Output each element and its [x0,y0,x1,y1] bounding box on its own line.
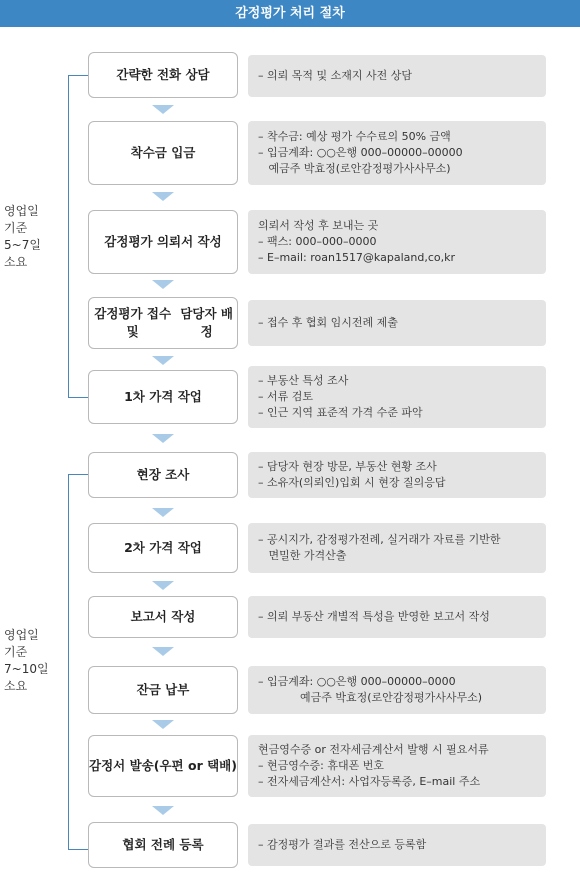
desc-line: – 인근 지역 표준적 가격 수준 파악 [258,406,423,419]
group-label-line: 기준 [4,645,28,659]
page-title: 감정평가 처리 절차 [0,0,580,27]
flow-arrow [152,105,174,114]
step-label: 현장 조사 [136,467,190,482]
group-label-2 [4,627,49,695]
flow-arrow [152,647,174,656]
step-box-balance-payment [88,666,238,714]
desc-line: – 팩스: 000–000–0000 [258,235,377,248]
desc-line: – 의뢰 부동산 개별적 특성을 반영한 보고서 작성 [258,610,490,623]
step-label: 2차 가격 작업 [124,540,202,555]
step-label: 감정평가 접수 및 [94,306,172,339]
desc-line: – 전자세금계산서: 사업자등록증, E–mail 주소 [258,775,481,788]
desc-line: 예금주 박효정(로안감정평가사사무소) [258,162,451,175]
step-desc-first-pricing [248,366,546,428]
step-label: 감정평가 의뢰서 작성 [104,234,222,249]
step-box-phone-consultation [88,52,238,98]
group-label-1 [4,203,41,271]
step-box-site-survey [88,452,238,498]
flow-arrow [152,356,174,365]
desc-line: – 소유자(의뢰인)입회 시 현장 질의응답 [258,476,446,489]
step-box-second-pricing [88,523,238,573]
desc-line: – E–mail: roan1517@kapaland,co,kr [258,251,455,264]
step-label: (우편 or 택배) [153,758,237,773]
desc-line: – 입금계좌: ○○은행 000–00000–00000 [258,146,463,159]
step-label: 담당자 배정 [180,306,233,339]
desc-line: 현금영수증 or 전자세금계산서 발행 시 필요서류 [258,743,489,756]
flow-arrow [152,192,174,201]
group-label-line: 영업일 [4,204,39,218]
step-label: 간략한 전화 상담 [116,67,210,82]
flow-arrow [152,508,174,517]
desc-line: – 착수금: 예상 평가 수수료의 50% 금액 [258,130,451,143]
group-label-line: 영업일 [4,628,39,642]
step-desc-request-form [248,210,546,274]
step-desc-report-delivery [248,735,546,797]
step-label: 잔금 납부 [136,682,190,697]
step-box-first-pricing [88,370,238,424]
desc-line: – 현금영수증: 휴대폰 번호 [258,759,384,772]
step-label: 감정서 발송 [89,758,154,773]
step-desc-second-pricing [248,523,546,573]
desc-line: 면밀한 가격산출 [258,549,347,562]
group-label-line: 소요 [4,255,28,269]
flow-arrow [152,806,174,815]
group-label-line: 소요 [4,679,28,693]
desc-line: 의뢰서 작성 후 보내는 곳 [258,219,379,232]
desc-line: – 공시지가, 감정평가전례, 실거래가 자료를 기반한 [258,533,501,546]
step-desc-phone-consultation [248,55,546,97]
step-desc-reception [248,300,546,346]
desc-line: – 담당자 현장 방문, 부동산 현황 조사 [258,460,437,473]
step-box-deposit [88,121,238,185]
step-desc-site-survey [248,452,546,498]
step-desc-deposit [248,121,546,185]
step-box-association-registration [88,822,238,868]
desc-line: – 감정평가 결과를 전산으로 등록함 [258,838,427,851]
flow-arrow [152,434,174,443]
group-label-line: 기준 [4,221,28,235]
step-desc-report-writing [248,596,546,638]
step-desc-association-registration [248,824,546,866]
desc-line: – 부동산 특성 조사 [258,374,349,387]
desc-line: – 접수 후 협회 임시전례 제출 [258,316,398,329]
desc-line: – 입금계좌: ○○은행 000–00000–0000 [258,675,456,688]
step-label: 1차 가격 작업 [124,389,202,404]
desc-line: – 의뢰 목적 및 소재지 사전 상담 [258,69,412,82]
group-label-line: 7~10일 [4,662,49,676]
group-label-line: 5~7일 [4,238,41,252]
step-label: 협회 전례 등록 [122,837,204,852]
desc-line: – 서류 검토 [258,390,313,403]
desc-line: 예금주 박효정(로안감정평가사사무소) [258,691,483,704]
flow-arrow [152,280,174,289]
step-box-report-writing [88,596,238,638]
flow-arrow [152,581,174,590]
step-desc-balance-payment [248,666,546,714]
step-label: 보고서 작성 [130,609,196,624]
step-box-request-form [88,210,238,274]
step-box-reception [88,297,238,349]
step-box-report-delivery [88,735,238,797]
step-label: 착수금 입금 [130,145,196,160]
flow-arrow [152,720,174,729]
